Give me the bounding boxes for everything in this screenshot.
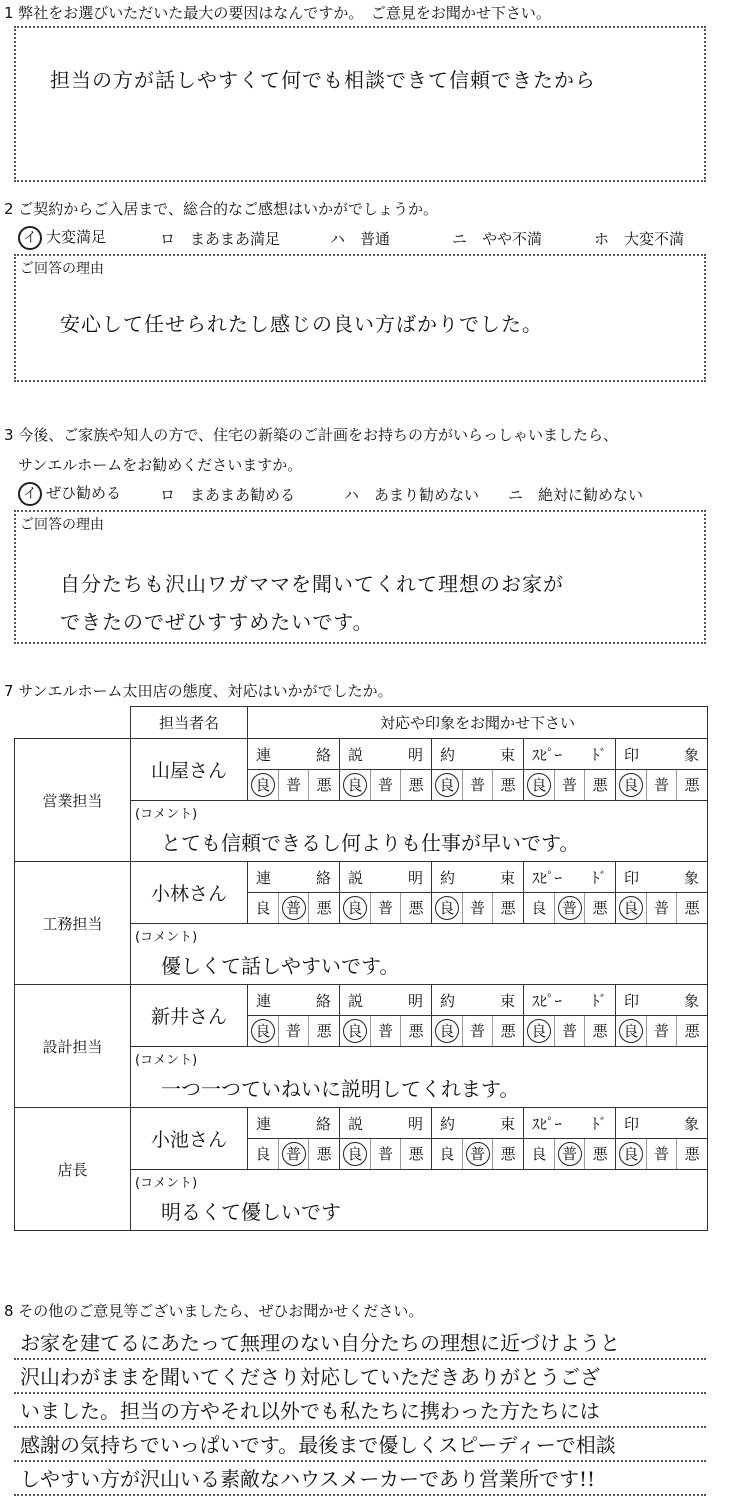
grade-text: 悪: [684, 776, 700, 794]
grade-option[interactable]: [555, 1016, 586, 1046]
grade-option[interactable]: [463, 1016, 494, 1046]
category-b: 絡: [315, 1114, 331, 1133]
option-text: まあまあ勧める: [190, 486, 296, 504]
grade-cell: [524, 893, 616, 924]
category-a: 連: [256, 1114, 272, 1133]
category-a: ｽﾋﾟｰ: [532, 745, 563, 764]
grade-text: 悪: [500, 776, 516, 794]
grade-selected: 良: [435, 1019, 459, 1043]
category-b: 束: [499, 868, 515, 887]
grade-option[interactable]: [401, 770, 431, 800]
grade-text: 悪: [684, 1145, 700, 1163]
grade-option[interactable]: [279, 1016, 310, 1046]
comment-cell: [131, 801, 708, 862]
grade-text: 良: [439, 1145, 455, 1163]
q3-question-line2: サンエルホームをお勧めくださいますか。: [18, 456, 303, 474]
grade-text: 悪: [500, 1022, 516, 1040]
grade-option[interactable]: [493, 893, 523, 923]
grade-selected: 良: [343, 1019, 367, 1043]
category-b: 束: [499, 991, 515, 1010]
grade-option[interactable]: [340, 770, 371, 800]
selected-circle: イ: [18, 482, 42, 506]
grade-option[interactable]: [309, 770, 339, 800]
option-text: やや不満: [482, 230, 543, 248]
option-text: 普通: [360, 230, 391, 248]
grade-option[interactable]: [555, 1139, 586, 1169]
role-label: 設計担当: [15, 985, 131, 1108]
grade-text: 普: [378, 776, 394, 794]
grade-option[interactable]: [279, 1139, 310, 1169]
q2-option-ha[interactable]: [330, 228, 390, 249]
grade-option[interactable]: [248, 770, 279, 800]
category-header: [248, 985, 340, 1016]
q3-reason-line2: できたのでぜひすすめたいです。: [60, 610, 374, 634]
grade-text: 普: [470, 776, 486, 794]
category-a: 印: [624, 745, 640, 764]
grade-text: 普: [378, 1145, 394, 1163]
grade-selected: 良: [251, 1019, 275, 1043]
category-header: [248, 1108, 340, 1139]
category-header: [524, 862, 616, 893]
staff-name: 山屋さん: [131, 739, 248, 801]
grade-text: 良: [255, 899, 271, 917]
comment-label: (コメント): [135, 930, 198, 945]
header-name: 担当者名: [131, 707, 248, 739]
grade-option[interactable]: [647, 1016, 678, 1046]
grade-option[interactable]: [524, 1139, 555, 1169]
grade-option[interactable]: [616, 770, 647, 800]
q3-option-ro[interactable]: [160, 484, 295, 505]
option-text: 大変不満: [624, 230, 685, 248]
category-a: 約: [440, 991, 456, 1010]
category-a: ｽﾋﾟｰ: [532, 1114, 563, 1133]
q2-option-ho[interactable]: [594, 228, 684, 249]
category-header: [524, 739, 616, 770]
grade-text: 悪: [500, 899, 516, 917]
category-a: 印: [624, 868, 640, 887]
grade-cell: [616, 1139, 708, 1170]
grade-option[interactable]: [279, 893, 310, 923]
category-header: [340, 1108, 432, 1139]
grade-option[interactable]: [647, 770, 678, 800]
grade-option[interactable]: [616, 1016, 647, 1046]
grade-option[interactable]: [309, 1139, 339, 1169]
grade-option[interactable]: [340, 1139, 371, 1169]
grade-cell: [524, 1139, 616, 1170]
selected-circle: イ: [18, 226, 42, 250]
option-text: あまり勧めない: [374, 486, 480, 504]
category-header: [432, 985, 524, 1016]
grade-cell: [432, 893, 524, 924]
category-a: 説: [348, 745, 364, 764]
grade-text: 悪: [316, 1145, 332, 1163]
grade-text: 普: [470, 899, 486, 917]
grade-text: 悪: [408, 1145, 424, 1163]
grade-selected: 良: [435, 896, 459, 920]
role-label: 工務担当: [15, 862, 131, 985]
grade-text: 悪: [592, 1022, 608, 1040]
grade-selected: 普: [282, 1142, 306, 1166]
q2-reason-box: [14, 254, 706, 382]
category-b: ﾄﾞ: [591, 745, 607, 764]
comment-text: 優しくて話しやすいです。: [161, 954, 400, 978]
category-b: 明: [407, 1114, 423, 1133]
option-mark: ハ: [330, 230, 346, 248]
grade-option[interactable]: [432, 1139, 463, 1169]
grade-option[interactable]: [371, 770, 402, 800]
staff-name: 新井さん: [131, 985, 248, 1047]
option-text: 絶対に勧めない: [538, 486, 644, 504]
q2-option-i[interactable]: [18, 226, 106, 250]
comment-text: とても信頼できるし何よりも仕事が早いです。: [161, 831, 580, 855]
grade-option[interactable]: [309, 893, 339, 923]
category-header: [616, 739, 708, 770]
grade-option[interactable]: [524, 770, 555, 800]
category-header: [340, 739, 432, 770]
q2-option-ro[interactable]: [160, 228, 280, 249]
option-mark: ロ: [160, 230, 176, 248]
grade-selected: 良: [343, 896, 367, 920]
grade-option[interactable]: [432, 770, 463, 800]
category-a: 約: [440, 745, 456, 764]
category-a: 連: [256, 991, 272, 1010]
grade-option[interactable]: [647, 1139, 678, 1169]
grade-cell: [248, 1139, 340, 1170]
q1-question: 1 弊社をお選びいただいた最大の要因はなんですか。 ご意見をお聞かせ下さい。: [4, 4, 551, 22]
grade-option[interactable]: [555, 893, 586, 923]
grade-option[interactable]: [401, 1016, 431, 1046]
grade-cell: [616, 893, 708, 924]
grade-option[interactable]: [463, 770, 494, 800]
q3-reason-label: ご回答の理由: [20, 517, 104, 533]
grade-text: 悪: [316, 1022, 332, 1040]
category-b: ﾄﾞ: [591, 1114, 607, 1133]
category-a: 連: [256, 745, 272, 764]
grade-text: 普: [562, 1022, 578, 1040]
empty-corner: [15, 707, 131, 739]
category-header: [432, 739, 524, 770]
comment-text: 一つ一つていねいに説明してくれます。: [161, 1077, 520, 1101]
comment-label: (コメント): [135, 1176, 198, 1191]
staff-name: 小池さん: [131, 1108, 248, 1170]
category-header: [432, 1108, 524, 1139]
category-b: 束: [499, 745, 515, 764]
category-b: ﾄﾞ: [591, 991, 607, 1010]
grade-option[interactable]: [677, 1016, 707, 1046]
grade-text: 良: [531, 899, 547, 917]
category-header: [248, 739, 340, 770]
q8-line-4: 感謝の気持ちでいっぱいです。最後まで優しくスピーディーで相談: [14, 1428, 706, 1462]
category-a: 約: [440, 1114, 456, 1133]
grade-cell: [616, 1016, 708, 1047]
grade-text: 悪: [408, 776, 424, 794]
category-b: 明: [407, 745, 423, 764]
category-b: 明: [407, 868, 423, 887]
comment-label: (コメント): [135, 1053, 198, 1068]
comment-cell: [131, 1170, 708, 1231]
category-b: 絡: [315, 745, 331, 764]
grade-text: 悪: [592, 776, 608, 794]
grade-option[interactable]: [309, 1016, 339, 1046]
grade-option[interactable]: [248, 1139, 279, 1169]
category-b: 束: [499, 1114, 515, 1133]
q7-question: 7 サンエルホーム太田店の態度、対応はいかがでしたか。: [4, 682, 393, 700]
role-label: 営業担当: [15, 739, 131, 862]
grade-cell: [616, 770, 708, 801]
grade-selected: 良: [435, 773, 459, 797]
grade-cell: [524, 770, 616, 801]
grade-text: 悪: [408, 899, 424, 917]
grade-selected: 良: [619, 1142, 643, 1166]
category-header: [340, 862, 432, 893]
grade-option[interactable]: [677, 1139, 707, 1169]
grade-text: 普: [654, 1145, 670, 1163]
grade-selected: 良: [619, 1019, 643, 1043]
grade-option[interactable]: [340, 893, 371, 923]
category-b: 象: [683, 1114, 699, 1133]
grade-text: 悪: [500, 1145, 516, 1163]
q3-option-i[interactable]: [18, 482, 121, 506]
grade-text: 普: [378, 899, 394, 917]
grade-selected: 良: [343, 773, 367, 797]
grade-cell: [248, 893, 340, 924]
comment-text: 明るくて優しいです: [161, 1200, 341, 1224]
q8-line-5: しやすい方が沢山いる素敵なハウスメーカーであり営業所です!!: [14, 1462, 706, 1496]
grade-text: 悪: [592, 899, 608, 917]
grade-option[interactable]: [616, 1139, 647, 1169]
category-b: 象: [683, 991, 699, 1010]
grade-text: 良: [531, 1145, 547, 1163]
grade-option[interactable]: [677, 770, 707, 800]
grade-text: 普: [654, 776, 670, 794]
q3-reason-line1: 自分たちも沢山ワガママを聞いてくれて理想のお家が: [60, 572, 564, 596]
grade-text: 悪: [316, 899, 332, 917]
category-b: 象: [683, 868, 699, 887]
evaluation-table: [14, 706, 708, 1231]
category-a: ｽﾋﾟｰ: [532, 991, 563, 1010]
grade-option[interactable]: [248, 1016, 279, 1046]
category-header: [616, 1108, 708, 1139]
category-header: [524, 1108, 616, 1139]
category-a: 印: [624, 991, 640, 1010]
grade-option[interactable]: [371, 893, 402, 923]
category-header: [432, 862, 524, 893]
category-header: [616, 862, 708, 893]
grade-selected: 良: [619, 773, 643, 797]
q2-option-ni[interactable]: [452, 228, 542, 249]
category-header: [616, 985, 708, 1016]
q3-question-line1: 3 今後、ご家族や知人の方で、住宅の新築のご計画をお持ちの方がいらっしゃいましたら、: [4, 426, 619, 444]
q3-reason-box: [14, 510, 706, 644]
grade-option[interactable]: [432, 893, 463, 923]
grade-text: 悪: [684, 899, 700, 917]
category-b: ﾄﾞ: [591, 868, 607, 887]
grade-text: 良: [255, 1145, 271, 1163]
grade-text: 普: [562, 776, 578, 794]
grade-option[interactable]: [677, 893, 707, 923]
grade-option[interactable]: [585, 1016, 615, 1046]
grade-text: 普: [654, 899, 670, 917]
grade-cell: [248, 770, 340, 801]
q2-question: 2 ご契約からご入居まで、総合的なご感想はいかがでしょうか。: [4, 200, 439, 218]
category-a: 約: [440, 868, 456, 887]
grade-text: 普: [654, 1022, 670, 1040]
q8-line-1: お家を建てるにあたって無理のない自分たちの理想に近づけようと: [14, 1326, 706, 1360]
grade-option[interactable]: [279, 770, 310, 800]
grade-option[interactable]: [524, 893, 555, 923]
grade-option[interactable]: [585, 1139, 615, 1169]
category-a: ｽﾋﾟｰ: [532, 868, 563, 887]
grade-option[interactable]: [371, 1139, 402, 1169]
grade-cell: [340, 1139, 432, 1170]
grade-selected: 普: [558, 1142, 582, 1166]
grade-cell: [340, 1016, 432, 1047]
grade-selected: 普: [466, 1142, 490, 1166]
q8-question: 8 その他のご意見等ございましたら、ぜひお聞かせください。: [4, 1302, 424, 1320]
option-mark: ハ: [344, 486, 360, 504]
grade-option[interactable]: [493, 1139, 523, 1169]
grade-cell: [340, 893, 432, 924]
grade-option[interactable]: [401, 893, 431, 923]
grade-option[interactable]: [401, 1139, 431, 1169]
grade-text: 普: [470, 1022, 486, 1040]
grade-option[interactable]: [493, 770, 523, 800]
category-a: 説: [348, 868, 364, 887]
grade-selected: 良: [619, 896, 643, 920]
grade-option[interactable]: [585, 893, 615, 923]
grade-option[interactable]: [585, 770, 615, 800]
header-eval: 対応や印象をお聞かせ下さい: [248, 707, 708, 739]
category-b: 明: [407, 991, 423, 1010]
category-b: 象: [683, 745, 699, 764]
grade-text: 普: [378, 1022, 394, 1040]
grade-option[interactable]: [340, 1016, 371, 1046]
role-label: 店長: [15, 1108, 131, 1231]
grade-cell: [432, 770, 524, 801]
grade-text: 悪: [316, 776, 332, 794]
grade-cell: [432, 1139, 524, 1170]
q1-answer-box: [14, 26, 706, 182]
grade-selected: 良: [527, 1019, 551, 1043]
grade-option[interactable]: [524, 1016, 555, 1046]
option-mark: ロ: [160, 486, 176, 504]
option-mark: ホ: [594, 230, 610, 248]
grade-option[interactable]: [463, 893, 494, 923]
grade-option[interactable]: [493, 1016, 523, 1046]
q8-line-3: いました。担当の方やそれ以外でも私たちに携わった方たちには: [14, 1394, 706, 1428]
comment-cell: [131, 924, 708, 985]
category-a: 印: [624, 1114, 640, 1133]
grade-selected: 良: [343, 1142, 367, 1166]
grade-text: 普: [286, 776, 302, 794]
option-text: ぜひ勧める: [46, 484, 122, 502]
staff-name: 小林さん: [131, 862, 248, 924]
grade-option[interactable]: [463, 1139, 494, 1169]
q1-answer: 担当の方が話しやすくて何でも相談できて信頼できたから: [50, 68, 596, 92]
category-header: [248, 862, 340, 893]
option-text: 大変満足: [46, 228, 107, 246]
grade-cell: [524, 1016, 616, 1047]
option-mark: ニ: [452, 230, 468, 248]
grade-text: 普: [286, 1022, 302, 1040]
q3-option-ni[interactable]: [508, 484, 643, 505]
grade-cell: [432, 1016, 524, 1047]
category-header: [524, 985, 616, 1016]
grade-selected: 普: [282, 896, 306, 920]
category-b: 絡: [315, 868, 331, 887]
category-a: 説: [348, 1114, 364, 1133]
grade-option[interactable]: [371, 1016, 402, 1046]
grade-cell: [248, 1016, 340, 1047]
option-text: まあまあ満足: [190, 230, 281, 248]
grade-option[interactable]: [647, 893, 678, 923]
q2-reason-label: ご回答の理由: [20, 261, 104, 277]
comment-label: (コメント): [135, 807, 198, 822]
grade-text: 悪: [408, 1022, 424, 1040]
grade-selected: 普: [558, 896, 582, 920]
q8-line-2: 沢山わがままを聞いてくださり対応していただきありがとうござ: [14, 1360, 706, 1394]
grade-option[interactable]: [616, 893, 647, 923]
category-header: [340, 985, 432, 1016]
q8-lines: [14, 1326, 706, 1496]
category-b: 絡: [315, 991, 331, 1010]
q3-option-ha[interactable]: [344, 484, 479, 505]
grade-cell: [340, 770, 432, 801]
grade-selected: 良: [251, 773, 275, 797]
grade-text: 悪: [684, 1022, 700, 1040]
category-a: 連: [256, 868, 272, 887]
q2-reason: 安心して任せられたし感じの良い方ばかりでした。: [60, 312, 543, 336]
grade-option[interactable]: [555, 770, 586, 800]
option-mark: ニ: [508, 486, 524, 504]
comment-cell: [131, 1047, 708, 1108]
grade-selected: 良: [527, 773, 551, 797]
grade-option[interactable]: [432, 1016, 463, 1046]
category-a: 説: [348, 991, 364, 1010]
grade-option[interactable]: [248, 893, 279, 923]
grade-text: 悪: [592, 1145, 608, 1163]
